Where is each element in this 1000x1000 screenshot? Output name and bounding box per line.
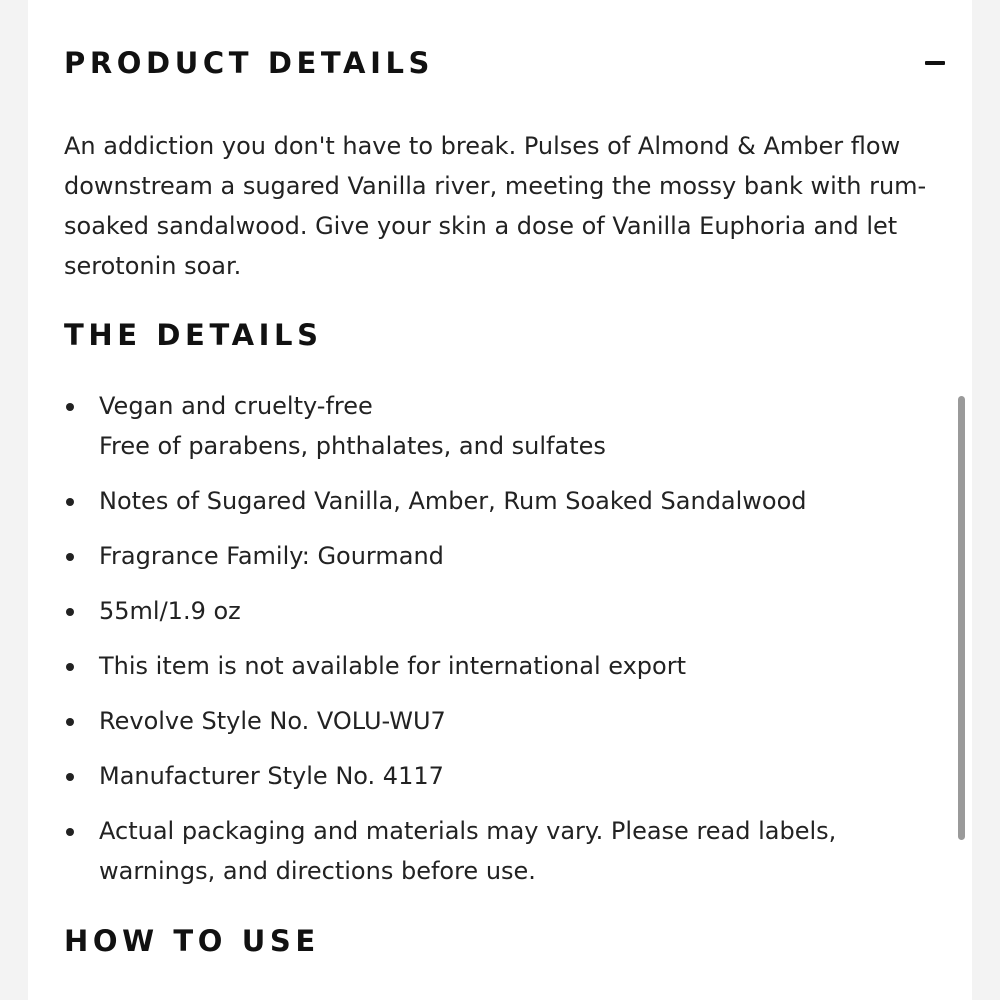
minus-icon[interactable] <box>924 52 946 74</box>
truncated-text-line <box>64 990 944 1000</box>
details-item-label: 55ml/1.9 oz <box>99 597 241 625</box>
details-list-item <box>64 536 934 576</box>
details-item-label: Actual packaging and materials may vary. Please read labels, warnings, and directions before use. <box>99 817 837 885</box>
minus-icon-bar <box>925 61 945 65</box>
product-description: An addiction you don't have to break. Pulses of Almond & Amber flow downstream a sugared Vanilla river, meeting the mossy bank with rum-soaked sandalwood. Give your skin a dose of Vanilla Euphoria and let serotonin soar. <box>64 132 927 280</box>
details-item-sublabel: Free of parabens, phthalates, and sulfates <box>99 432 606 460</box>
product-details-panel <box>28 0 972 1000</box>
details-list-item <box>64 756 934 796</box>
details-item-label: Revolve Style No. VOLU-WU7 <box>99 707 446 735</box>
details-item-label: Notes of Sugared Vanilla, Amber, Rum Soaked Sandalwood <box>99 487 807 515</box>
details-list-item <box>64 701 934 741</box>
details-list <box>64 386 934 906</box>
details-item-label: Manufacturer Style No. 4117 <box>99 762 444 790</box>
details-item-label: Vegan and cruelty-free <box>99 392 373 420</box>
details-list-item <box>64 481 934 521</box>
product-details-accordion-header[interactable] <box>64 40 948 86</box>
details-list-item <box>64 591 934 631</box>
details-item-label: This item is not available for international export <box>99 652 686 680</box>
details-list-item <box>64 386 934 466</box>
scrollbar-thumb[interactable] <box>958 396 965 840</box>
details-list-item <box>64 811 934 891</box>
how-to-use-heading: HOW TO USE <box>64 924 320 958</box>
details-list-item <box>64 646 934 686</box>
product-details-title: PRODUCT DETAILS <box>64 46 435 80</box>
the-details-heading: THE DETAILS <box>64 318 323 352</box>
details-item-label: Fragrance Family: Gourmand <box>99 542 444 570</box>
